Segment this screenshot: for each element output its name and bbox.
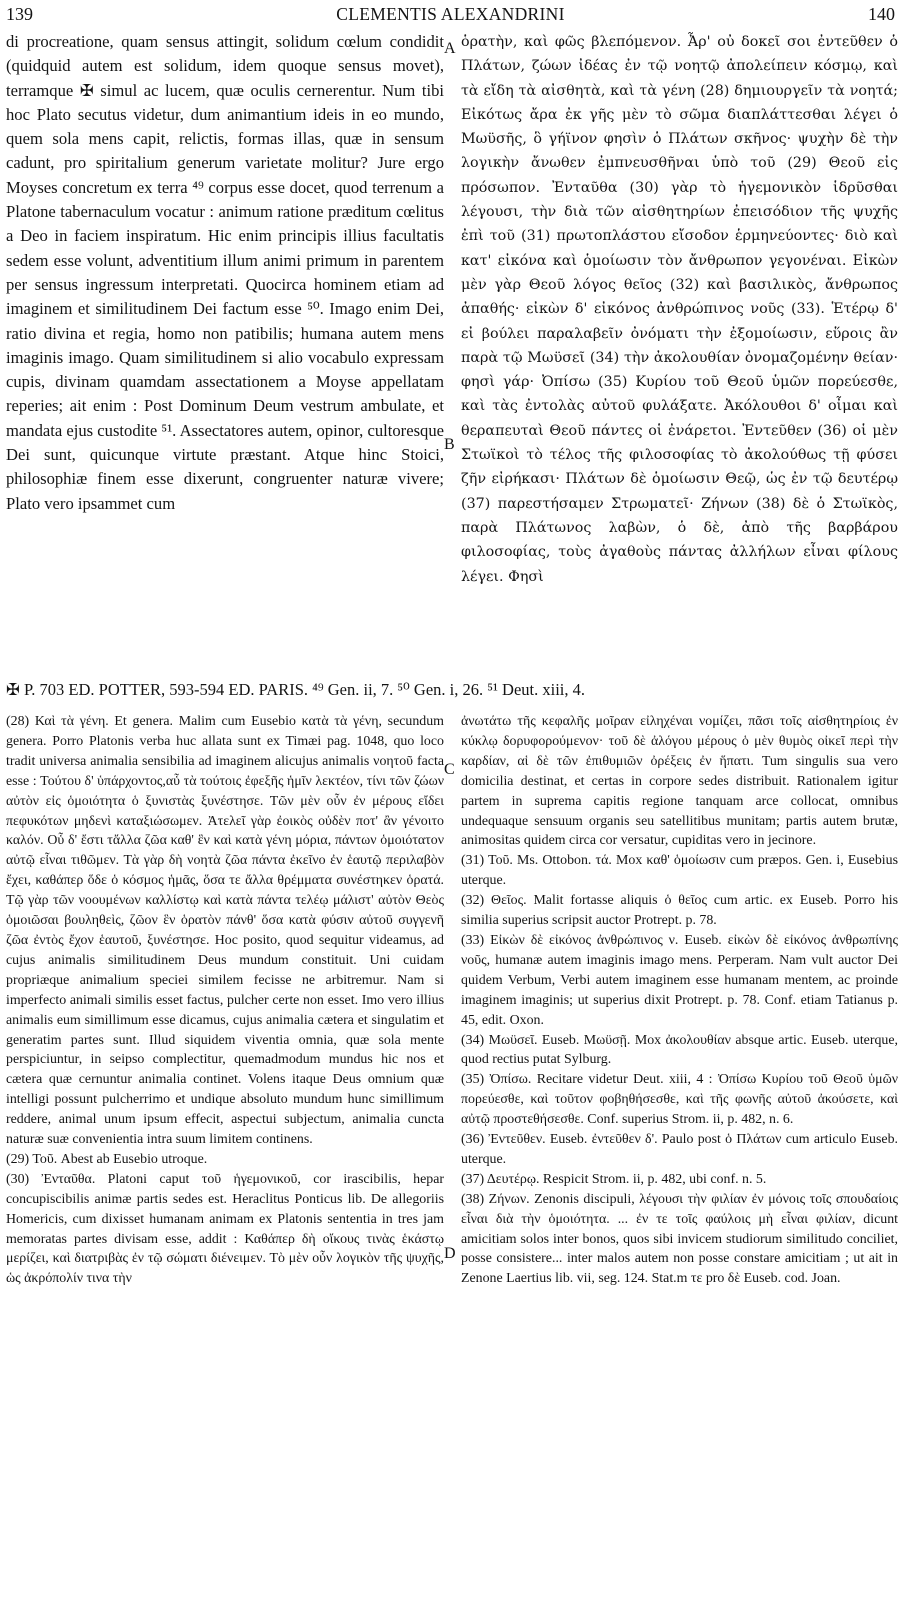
margin-letter-d: D bbox=[444, 1245, 456, 1262]
note-37: (37) Δευτέρῳ. Respicit Strom. ii, p. 482, ubi conf. n. 5. bbox=[461, 1171, 767, 1187]
note-29: (29) Τοῦ. Abest ab Eusebio utroque. bbox=[6, 1151, 208, 1167]
greek-column bbox=[461, 30, 898, 668]
note-36: (36) Ἐντεῦθεν. Euseb. ἐντεῦθεν δ'. Paulo post ὁ Πλάτων cum articulo Euseb. uterque. bbox=[461, 1132, 898, 1167]
page-number-right: 140 bbox=[868, 4, 895, 24]
latin-text: di procreatione, quam sensus attingit, solidum cœlum condidit (quidquid autem est solidum, idem quoque sensus movet), terramque ✠ simul ac lucem, quæ oculis cernerentur. Num tibi hoc Plato secutus videtur, dum animantium ideis in eo mundo, quem sola mens capit, relictis, formas illas, quæ in sensum cadunt, pro spiritalium generum varietate molitur? Jure ergo Moyses concretum ex terra ⁴⁹ corpus esse docet, quod terrenum a Platone tabernaculum vocatur : animum ratione præditum cœlitus a Deo in faciem inspiratum. Hic enim principis illius facultatis sedem esse volunt, adventitium illum animi primum in parentem per sensus ingressum interpretati. Quocirca hominem etiam ad imaginem et similitudinem Dei factum esse ⁵⁰. Imago enim Dei, ratio divina et regia, homo non patibilis; humana autem mens imaginis imago. Quam similitudinem si alio vocabulo expressam cupis, divinam quamdam assectationem a Moyse appellatam reperies; ait enim : Post Dominum Deum vestrum ambulate, et mandata ejus custodite ⁵¹. Assectatores autem, opinor, cultoresque Dei sunt, quicunque virtute præstant. Atque hinc Stoici, philosophiæ finem esse dixerunt, congruenter naturæ vivere; Plato vero ipsammet cum bbox=[6, 32, 444, 513]
margin-letter-a: A bbox=[444, 40, 456, 57]
note-38: (38) Ζήνων. Zenonis discipuli, λέγουσι τὴν φιλίαν ἐν μόνοις τοῖς σπουδαίοις εἶναι διὰ τὴν ὁμοιότητα. ... ἐν τε τοῖς φαύλοις μὴ εἶναι φιλίαν, dicunt amicitiam solos inter bonos, quos sibi invicem studiorum similitudo conciliet, posse consistere... inter malos autem non posse constare amicitiam ; ut ait in Zenone Laertius lib. vii, seg. 124. Stat.m τε pro δὲ Euseb. cod. Joan. bbox=[461, 1191, 898, 1287]
note-32: (32) Θεῖος. Malit fortasse aliquis ὁ θεῖος cum artic. ex Euseb. Porro his similia superius scripsit auctor Protrept. p. 78. bbox=[461, 893, 898, 929]
note-30: (30) Ἐνταῦθα. Platoni caput τοῦ ἡγεμονικοῦ, cor irascibilis, hepar concupiscibilis animæ partis sedes est. Heraclitus Ponticus lib. De allegoriis Homericis, cum dixisset humanam animam ex Platonis sententia in tres jam memoratas partes divisam esse, addit : Καθάπερ δὴ οἴκους τινὰς ἑκάστῳ μερίζει, καὶ διατριβὰς ἐν τῷ σώματι διένειμεν. Τὸ μὲν οὖν λογικὸν τῆς ψυχῆς, ὡς ἀκρόπολίν τινα τὴν bbox=[6, 1171, 444, 1287]
note-31: (31) Τοῦ. Ms. Ottobon. τά. Mox καθ' ὁμοίωσιν cum præpos. Gen. i, Eusebius uterque. bbox=[461, 853, 898, 889]
notes-column-left bbox=[6, 712, 444, 1597]
note-35: (35) Ὀπίσω. Recitare videtur Deut. xiii, 4 : Ὀπίσω Κυρίου τοῦ Θεοῦ ὑμῶν πορεύεσθε, καὶ τοῦτον φοβηθήσεσθε, καὶ τῆς φωνῆς αὐτοῦ ἀκούσετε, καὶ αὐτῷ προστεθήσεσθε. Conf. superius Strom. ii, p. 482, n. 6. bbox=[461, 1072, 898, 1128]
note-33: (33) Εἰκὼν δὲ εἰκόνος ἀνθρώπινος ν. Euseb. εἰκὼν δὲ εἰκόνος ἀνθρωπίνης νοῦς, humanæ autem imaginis imago mens. Perperam. Nam vult auctor Dei quidem Verbum, Verbi autem imaginem esse humanam mentem, ac proinde imaginem imaginis; ut superius dixit Protrept. p. 78. Conf. etiam Tatianus p. 45, edit. Oxon. bbox=[461, 932, 898, 1028]
greek-text: ὁρατὴν, καὶ φῶς βλεπόμενον. Ἆρ' οὐ δοκεῖ σοι ἐντεῦθεν ὁ Πλάτων, ζώων ἰδέας ἐν τῷ νοητῷ ἀπολείπειν κόσμῳ, καὶ τὰ εἴδη τὰ αἰσθητὰ, καὶ τὰ γένη (28) δημιουργεῖν τὰ νοητά; Εἰκότως ἄρα ἐκ γῆς μὲν τὸ σῶμα διαπλάττεσθαι λέγει ὁ Μωϋσῆς, ὃ γήϊνον φησὶν ὁ Πλάτων σκῆνος· ψυχὴν δὲ τὴν λογικὴν ἄνωθεν ἐμπνευσθῆναι ὑπὸ τοῦ (29) Θεοῦ εἰς πρόσωπον. Ἐνταῦθα (30) γὰρ τὸ ἡγεμονικὸν ἱδρῦσθαι λέγουσι, τὴν διὰ τῶν αἰσθητηρίων ἐπεισόδιον τῆς ψυχῆς ἐπὶ τοῦ (31) πρωτοπλάστου εἴσοδον ἑρμηνεύοντες· διὸ καὶ κατ' εἰκόνα καὶ ὁμοίωσιν τὸν ἄνθρωπον γεγονέναι. Εἰκὼν μὲν γὰρ Θεοῦ λόγος θεῖος (32) καὶ βασιλικὸς, ἄνθρωπος ἀπαθής· εἰκὼν δ' εἰκόνος ἀνθρώπινος νοῦς (33). Ἑτέρῳ δ' εἰ βούλει παραλαβεῖν ὀνόματι τὴν ἐξομοίωσιν, εὕροις ἂν παρὰ τῷ Μωϋσεῖ (34) τὴν ἀκολουθίαν ὀνομαζομένην θείαν· φησὶ γάρ· Ὀπίσω (35) Κυρίου τοῦ Θεοῦ ὑμῶν πορεύεσθε, καὶ τὰς ἐντολὰς αὐτοῦ φυλάξατε. Ἀκόλουθοι δ' οἶμαι καὶ θεραπευταὶ Θεοῦ πάντες οἱ ἐνάρετοι. Ἐντεῦθεν (36) οἱ μὲν Στωϊκοὶ τὸ τέλος τῆς φιλοσοφίας τὸ ἀκολούθως τῇ φύσει ζῆν εἰρήκασι· Πλάτων δὲ ὁμοίωσιν Θεῷ, ὡς ἐν τῷ δευτέρῳ (37) παρεστήσαμεν Στρωματεῖ· Ζήνων (38) δὲ ὁ Στωϊκὸς, παρὰ Πλάτωνος λαβὼν, ὁ δὲ, ἀπὸ τῆς βαρβάρου φιλοσοφίας, τοὺς ἀγαθοὺς πάντας ἀλλήλων εἶναι φίλους λέγει. Φησὶ bbox=[461, 34, 898, 585]
margin-letter-b: B bbox=[444, 436, 455, 453]
margin-letter-c: C bbox=[444, 761, 455, 778]
note-34: (34) Μωϋσεῖ. Euseb. Μωϋσῇ. Mox ἀκολουθίαν absque artic. Euseb. uterque, quod rectius putat Sylburg. bbox=[461, 1032, 898, 1068]
note-30-continued: ἀνωτάτω τῆς κεφαλῆς μοῖραν εἰληχέναι νομίζει, πᾶσι τοῖς αἰσθητηρίοις ἐν κύκλῳ δορυφορούμενον· τοῦ δὲ ἀλόγου μέρους ὁ μὲν θυμὸς οἰκεῖ περὶ τὴν καρδίαν, αἱ δὲ τῶν ἐπιθυμιῶν ὀρέξεις ἐν ἥπατι. Tum singulis sua vero domicilia destinat, et certas in corpore sedes distribuit. Rationalem igitur partem in suprema capitis regione tanquam arce collocat, omnibus undequaque sensuum organis seu satellitibus munitam; partis autem brutæ, animositas quidem circa cor versatur, cupiditas vero in jecinore. bbox=[461, 714, 898, 849]
running-title: CLEMENTIS ALEXANDRINI bbox=[336, 4, 565, 24]
note-28: (28) Καὶ τὰ γένη. Et genera. Malim cum Eusebio κατὰ τὰ γένη, secundum genera. Porro Platonis verba huc allata sunt ex Timæi pag. 1048, quo loco tradit universa animalia sensibilia ad imaginem alicujus animalis νοητοῦ facta esse : Τούτου δ' ὑπάρχοντος,αὖ τὰ τούτοις ἐφεξῆς ἡμῖν λεκτέον, τίνι τῶν ζώων αὐτὸν εἰς ὁμοιότητα ὁ ξυνιστὰς ξυνέστησε. Τῶν μὲν οὖν ἐν μέρους εἴδει πεφυκότων μηδενὶ καταξιώσωμεν. Ἀτελεῖ γὰρ ἐοικὸς οὐδὲν ποτ' ἂν γένοιτο καλόν. Οὗ δ' ἔστι τἄλλα ζῶα καθ' ἓν καὶ κατὰ γένη μόρια, πάντων ὁμοιότατον αὐτῷ εἶναι τιθῶμεν. Τὰ γὰρ δὴ νοητὰ ζῶα πάντα ἐκεῖνο ἐν ἑαυτῷ περιλαβὸν ἔχει, καθάπερ ὅδε ὁ κόσμος ἡμᾶς, ὅσα τε ἄλλα θρέμματα συνέστηκεν ὁρατά. Τῷ γὰρ τῶν νοουμένων καλλίστῳ καὶ κατὰ πάντα τελέῳ μάλιστ' αὐτὸν Θεὸς ὁμοιῶσαι βουληθεὶς, ζῶον ἓν ὁρατὸν πάνθ' ὅσα κατὰ φύσιν αὐτοῦ συγγενῆ ζῶα ἐντὸς ἔχον ἑαυτοῦ, ξυνέστησε. Hoc posito, quod sequitur videamus, ad cujus animalis similitudinem Deus mundum constituit. Uni cuidam propriæque animalium speciei similem fecisse ne arbitremur. Nam si imperfecto animali similis esset factus, pulcher certe non esset. Imo vero illius animalis eum simillimum esse dicamus, cujus animalia cætera et singulatim et generatim partes sunt. Illud siquidem viventia omnia, quæ sola mente perspiciuntur, in seipso complectitur, quemadmodum mundus hic nos et cætera quæ cernuntur animalia continet. Volens itaque Deus omnium quæ intelligi possunt pulcherrimo et undique absoluto mundum hunc simillimum reddere, animal unum ipsum effecit, aspectui subjectum, animalia cuncta naturæ suæ convenientia intra suum limitem continens. bbox=[6, 714, 444, 1148]
page-number-left: 139 bbox=[6, 4, 33, 24]
footnote-references: ✠ P. 703 ED. POTTER, 593-594 ED. PARIS. ⁴⁹ Gen. ii, 7. ⁵⁰ Gen. i, 26. ⁵¹ Deut. xiii, 4. bbox=[6, 680, 585, 699]
notes-column-right bbox=[461, 712, 898, 1597]
running-header bbox=[6, 4, 895, 30]
latin-column bbox=[6, 30, 444, 668]
